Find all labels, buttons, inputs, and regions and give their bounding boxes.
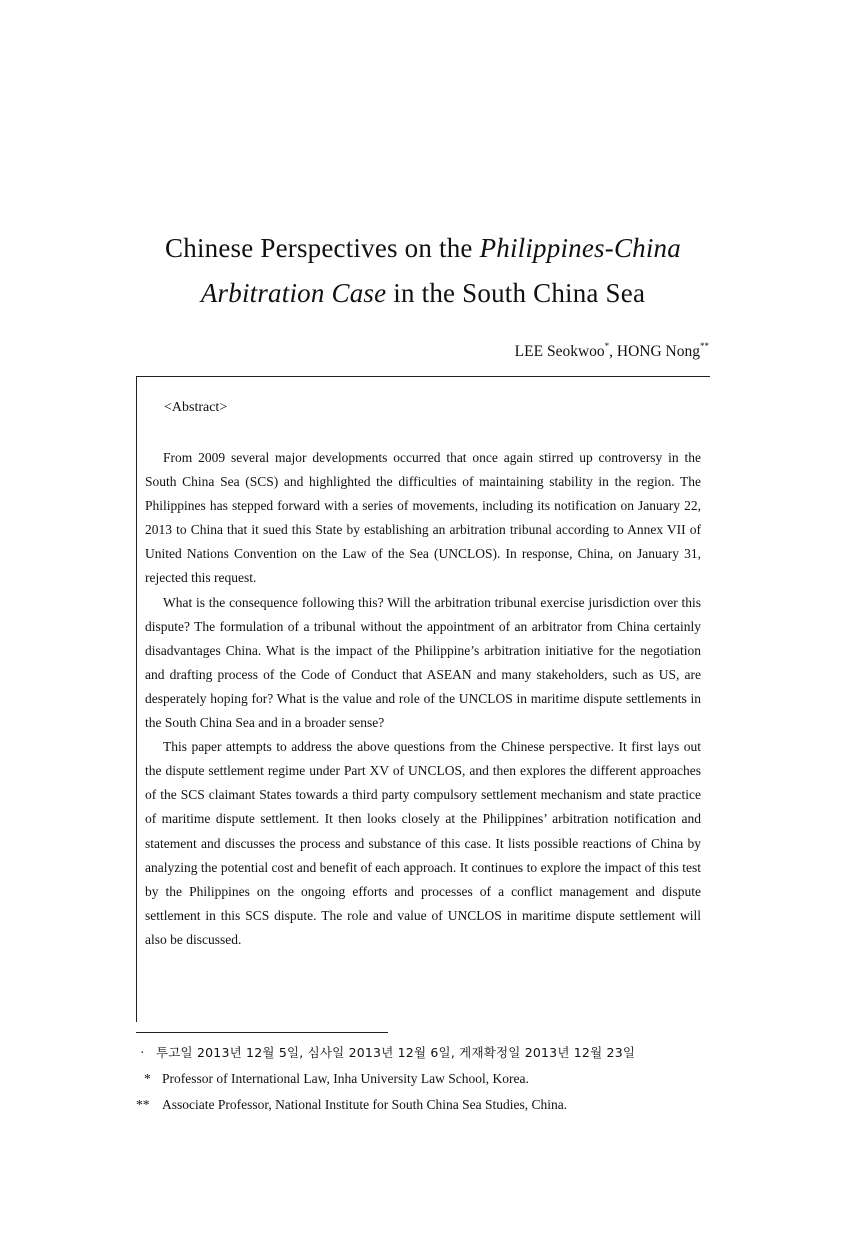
footnote-dates xyxy=(136,1040,716,1066)
abstract-frame-corner xyxy=(709,376,710,377)
footnote-hong xyxy=(136,1092,716,1118)
footnote-rule xyxy=(136,1032,388,1033)
title-part2: in the South China Sea xyxy=(386,278,646,308)
title-part1: Chinese Perspectives on the xyxy=(165,233,480,263)
abstract-paragraph-1: From 2009 several major developments occurred that once again stirred up controversy in the South China Sea (SCS) and highlighted the difficulties of maintaining stability in the region. The Philippines has stepped forward with a series of movements, including its notification on January 22, 2013 to China that it sued this State by establishing an arbitration tribunal according to Annex VII of United Nations Convention on the Law of the Sea (UNCLOS). In response, China, on January 31, rejected this request. xyxy=(145,450,701,586)
title-italic2: Arbitration Case xyxy=(200,278,387,308)
footnote-mark: * xyxy=(144,1071,151,1086)
author-lee: LEE Seokwoo xyxy=(514,343,605,360)
footnote-text: 투고일 2013년 12월 5일, 심사일 2013년 12월 6일, 게재확정일 2013년 12월 23일 xyxy=(156,1045,636,1060)
abstract-paragraph-2: What is the consequence following this? Will the arbitration tribunal exercise jurisdiction over this dispute? The formulation of a tribunal without the appointment of an arbitrator from China certainly disadvantages China. What is the impact of the Philippine’s arbitration initiative for the negotiation and drafting process of the Code of Conduct that ASEAN and many stakeholders, such as US, are desperately hoping for? What is the value and role of the UNCLOS in maritime dispute settlements in the South China Sea and in a broader sense? xyxy=(145,594,701,731)
footnote-lee xyxy=(136,1066,716,1092)
author-hong: HONG Nong xyxy=(616,343,700,360)
footnote-text: Professor of International Law, Inha University Law School, Korea. xyxy=(162,1071,529,1086)
title-italic1: Philippines-China xyxy=(479,233,681,263)
footnote-mark: · xyxy=(140,1045,145,1060)
author-hong-mark: ** xyxy=(700,341,709,351)
author-lee-mark: * xyxy=(604,341,610,351)
footnote-mark: ** xyxy=(136,1097,150,1112)
paper-title xyxy=(120,226,726,316)
abstract-paragraph-3: This paper attempts to address the above questions from the Chinese perspective. It first lays out the dispute settlement regime under Part XV of UNCLOS, and then explores the different approaches of the SCS claimant States towards a third party compulsory settlement mechanism and state practice of maritime dispute settlement. It then looks closely at the Philippines’ arbitration notification and statement and discusses the process and substance of this case. It lists possible reactions of China by analyzing the potential cost and benefit of each approach. It continues to explore the impact of this test by the Philippines on the ongoing efforts and processes of a conflict management and dispute settlement in this SCS dispute. The role and value of UNCLOS in maritime dispute settlement will also be discussed. xyxy=(145,739,701,947)
author-separator: , xyxy=(609,343,617,360)
footnote-text: Associate Professor, National Institute for South China Sea Studies, China. xyxy=(162,1097,568,1112)
authors-line xyxy=(515,341,709,361)
abstract-body xyxy=(145,446,701,952)
abstract-heading: <Abstract> xyxy=(164,400,228,415)
footnotes xyxy=(136,1040,716,1118)
